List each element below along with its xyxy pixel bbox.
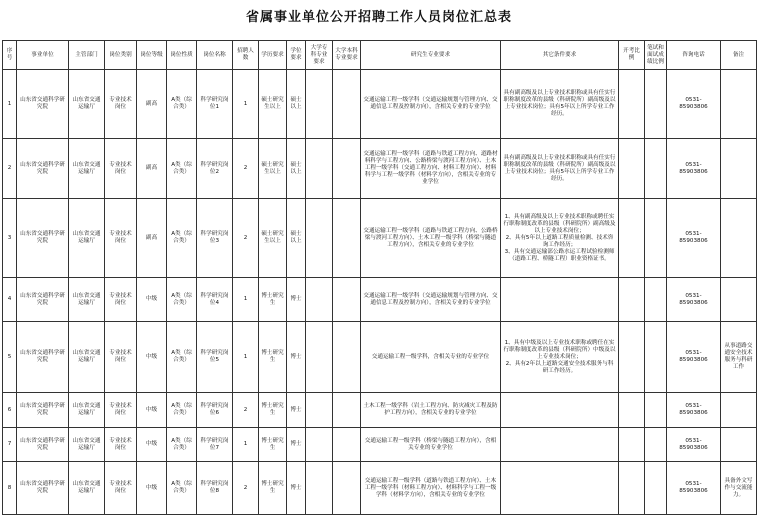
header-cell: 岗位类别 <box>105 41 137 70</box>
header-cell: 开考比例 <box>619 41 645 70</box>
header-cell: 学历要求 <box>259 41 287 70</box>
cell-serial: 1 <box>3 70 17 139</box>
cell-grade: 副高 <box>137 70 167 139</box>
header-cell: 招聘人数 <box>233 41 259 70</box>
header-cell: 研究生专业要求 <box>361 41 501 70</box>
cell-grad-major: 交通运输工程一级学科（桥梁与隧道工程方向），含相关专业的专业学位 <box>361 428 501 462</box>
cell-remark <box>721 139 757 199</box>
cell-remark <box>721 70 757 139</box>
header-cell: 序号 <box>3 41 17 70</box>
header-cell: 主管部门 <box>69 41 105 70</box>
cell-unit: 山东省交通科学研究院 <box>17 462 69 515</box>
cell-exam-ratio <box>645 139 667 199</box>
page-title: 省属事业单位公开招聘工作人员岗位汇总表 <box>245 10 512 25</box>
cell-exam-ratio <box>645 428 667 462</box>
cell-unit: 山东省交通科学研究院 <box>17 322 69 393</box>
cell-unit: 山东省交通科学研究院 <box>17 199 69 278</box>
cell-bachelor-major <box>333 70 361 139</box>
cell-position: 科学研究岗位8 <box>197 462 233 515</box>
cell-exam-ratio <box>645 462 667 515</box>
cell-grade: 中级 <box>137 322 167 393</box>
cell-remark <box>721 278 757 322</box>
cell-count: 1 <box>233 278 259 322</box>
cell-phone: 0531- 85903806 <box>667 393 721 428</box>
cell-category: 专业技术岗位 <box>105 278 137 322</box>
cell-remark <box>721 393 757 428</box>
cell-phone: 0531- 85903806 <box>667 199 721 278</box>
cell-college-major <box>306 428 333 462</box>
cell-remark <box>721 428 757 462</box>
cell-phone: 0531- 85903806 <box>667 70 721 139</box>
cell-position: 科学研究岗位7 <box>197 428 233 462</box>
cell-unit: 山东省交通科学研究院 <box>17 70 69 139</box>
cell-count: 2 <box>233 462 259 515</box>
cell-category: 专业技术岗位 <box>105 393 137 428</box>
cell-ratio <box>619 70 645 139</box>
cell-grad-major: 交通运输工程一级学科（交通运输规划与管理方向、交通信息工程及控制方向），含相关专业的专业学位 <box>361 278 501 322</box>
cell-bachelor-major <box>333 393 361 428</box>
cell-college-major <box>306 278 333 322</box>
cell-grade: 中级 <box>137 428 167 462</box>
cell-ratio <box>619 199 645 278</box>
cell-dept: 山东省交通运输厅 <box>69 199 105 278</box>
cell-unit: 山东省交通科学研究院 <box>17 139 69 199</box>
table-row <box>3 322 757 393</box>
cell-count: 2 <box>233 199 259 278</box>
cell-degree: 博士 <box>287 428 306 462</box>
cell-dept: 山东省交通运输厅 <box>69 139 105 199</box>
cell-position: 科学研究岗位4 <box>197 278 233 322</box>
cell-college-major <box>306 462 333 515</box>
table-row <box>3 139 757 199</box>
cell-nature: A类（综合类） <box>167 278 197 322</box>
cell-category: 专业技术岗位 <box>105 322 137 393</box>
cell-nature: A类（综合类） <box>167 462 197 515</box>
cell-phone: 0531- 85903806 <box>667 462 721 515</box>
cell-other <box>501 278 619 322</box>
cell-remark <box>721 199 757 278</box>
cell-college-major <box>306 199 333 278</box>
cell-grad-major: 交通运输工程一级学科（道路与铁道工程方向）、土木工程一级学科（材料工程方向）、材料科学与工程一级学科（材料学方向），含相关专业的专业学位 <box>361 462 501 515</box>
header-row <box>3 41 757 70</box>
cell-position: 科学研究岗位2 <box>197 139 233 199</box>
cell-education: 博士研究生 <box>259 428 287 462</box>
cell-bachelor-major <box>333 462 361 515</box>
cell-college-major <box>306 70 333 139</box>
header-cell: 岗位性质 <box>167 41 197 70</box>
cell-nature: A类（综合类） <box>167 393 197 428</box>
cell-degree: 硕士以上 <box>287 199 306 278</box>
table-row <box>3 462 757 515</box>
cell-exam-ratio <box>645 70 667 139</box>
cell-college-major <box>306 139 333 199</box>
cell-college-major <box>306 322 333 393</box>
cell-count: 1 <box>233 428 259 462</box>
cell-count: 1 <box>233 322 259 393</box>
cell-phone: 0531- 85903806 <box>667 278 721 322</box>
cell-phone: 0531- 85903806 <box>667 322 721 393</box>
header-cell: 大学本科专业要求 <box>333 41 361 70</box>
cell-education: 硕士研究生以上 <box>259 139 287 199</box>
cell-dept: 山东省交通运输厅 <box>69 428 105 462</box>
table-row <box>3 70 757 139</box>
cell-ratio <box>619 278 645 322</box>
cell-grad-major: 土木工程一级学科（岩土工程方向、防灾减灾工程及防护工程方向），含相关专业的专业学位 <box>361 393 501 428</box>
cell-college-major <box>306 393 333 428</box>
cell-education: 硕士研究生以上 <box>259 199 287 278</box>
cell-grad-major: 交通运输工程一级学科（交通运输规划与管理方向、交通信息工程及控制方向），含相关专业的专业学位 <box>361 70 501 139</box>
cell-serial: 8 <box>3 462 17 515</box>
cell-other: 具有副高级及以上专业技术职称或具有任实行职称制度改革的县级（科研院所）副高级及以上专业技术岗位；具有5年以上所学专业工作经历。 <box>501 70 619 139</box>
cell-dept: 山东省交通运输厅 <box>69 393 105 428</box>
cell-unit: 山东省交通科学研究院 <box>17 278 69 322</box>
cell-nature: A类（综合类） <box>167 322 197 393</box>
table-row <box>3 393 757 428</box>
cell-degree: 博士 <box>287 322 306 393</box>
cell-bachelor-major <box>333 199 361 278</box>
cell-serial: 4 <box>3 278 17 322</box>
cell-exam-ratio <box>645 393 667 428</box>
cell-ratio <box>619 322 645 393</box>
cell-bachelor-major <box>333 428 361 462</box>
cell-degree: 博士 <box>287 462 306 515</box>
cell-other: 1、具有中级及以上专业技术职称或聘任在实行职称制度改革的县级（科研院所）中级及以上专业技术岗位； 2、具有2年以上道路交通安全技术服务与科研工作经历。 <box>501 322 619 393</box>
cell-education: 硕士研究生以上 <box>259 70 287 139</box>
cell-phone: 0531- 85903806 <box>667 139 721 199</box>
table-row <box>3 199 757 278</box>
cell-other <box>501 393 619 428</box>
cell-grade: 中级 <box>137 462 167 515</box>
header-cell: 咨询电话 <box>667 41 721 70</box>
cell-count: 2 <box>233 139 259 199</box>
cell-nature: A类（综合类） <box>167 70 197 139</box>
cell-exam-ratio <box>645 199 667 278</box>
cell-dept: 山东省交通运输厅 <box>69 322 105 393</box>
cell-count: 1 <box>233 70 259 139</box>
positions-table <box>2 40 757 515</box>
cell-category: 专业技术岗位 <box>105 70 137 139</box>
cell-other: 具有副高级及以上专业技术职称或具有任实行职称制度改革的县级（科研院所）副高级及以上专业技术岗位；具有5年以上所学专业工作经历。 <box>501 139 619 199</box>
cell-grade: 副高 <box>137 199 167 278</box>
cell-grad-major: 交通运输工程一级学科，含相关专业的专业学位 <box>361 322 501 393</box>
header-cell: 学位要求 <box>287 41 306 70</box>
cell-ratio <box>619 139 645 199</box>
cell-nature: A类（综合类） <box>167 428 197 462</box>
cell-position: 科学研究岗位6 <box>197 393 233 428</box>
cell-other <box>501 428 619 462</box>
cell-education: 博士研究生 <box>259 393 287 428</box>
cell-category: 专业技术岗位 <box>105 199 137 278</box>
cell-serial: 5 <box>3 322 17 393</box>
cell-other <box>501 462 619 515</box>
cell-degree: 硕士以上 <box>287 139 306 199</box>
cell-education: 博士研究生 <box>259 278 287 322</box>
cell-unit: 山东省交通科学研究院 <box>17 428 69 462</box>
cell-serial: 2 <box>3 139 17 199</box>
cell-exam-ratio <box>645 278 667 322</box>
cell-exam-ratio <box>645 322 667 393</box>
header-cell: 岗位名称 <box>197 41 233 70</box>
cell-bachelor-major <box>333 278 361 322</box>
cell-grad-major: 交通运输工程一级学科（道路与铁道工程方向、公路桥梁与渡河工程方向）、土木工程一级学科（桥梁与隧道工程方向），含相关专业的专业学位 <box>361 199 501 278</box>
cell-serial: 6 <box>3 393 17 428</box>
header-cell: 大学专科专业要求 <box>306 41 333 70</box>
cell-dept: 山东省交通运输厅 <box>69 278 105 322</box>
cell-serial: 3 <box>3 199 17 278</box>
header-cell: 笔试和面试成绩比例 <box>645 41 667 70</box>
cell-category: 专业技术岗位 <box>105 139 137 199</box>
cell-ratio <box>619 428 645 462</box>
cell-degree: 博士 <box>287 278 306 322</box>
cell-phone: 0531- 85903806 <box>667 428 721 462</box>
cell-degree: 博士 <box>287 393 306 428</box>
cell-unit: 山东省交通科学研究院 <box>17 393 69 428</box>
cell-education: 博士研究生 <box>259 462 287 515</box>
cell-category: 专业技术岗位 <box>105 462 137 515</box>
cell-position: 科学研究岗位5 <box>197 322 233 393</box>
header-cell: 其它条件要求 <box>501 41 619 70</box>
cell-count: 2 <box>233 393 259 428</box>
cell-dept: 山东省交通运输厅 <box>69 70 105 139</box>
cell-dept: 山东省交通运输厅 <box>69 462 105 515</box>
cell-grad-major: 交通运输工程一级学科（道路与铁道工程方向、道路材料科学与工程方向、公路桥梁与渡河工程方向）、土木工程一级学科（交通工程方向、材料工程方向）、材料科学与工程一级学科（材料学方向），含相关专业的专业学位 <box>361 139 501 199</box>
cell-ratio <box>619 462 645 515</box>
header-cell: 备注 <box>721 41 757 70</box>
cell-remark: 从事道路交通安全技术服务与科研工作 <box>721 322 757 393</box>
cell-position: 科学研究岗位1 <box>197 70 233 139</box>
table-row <box>3 428 757 462</box>
cell-bachelor-major <box>333 139 361 199</box>
cell-category: 专业技术岗位 <box>105 428 137 462</box>
cell-other: 1、具有副高级及以上专业技术职称或聘任实行职称制度改革的县级（科研院所）副高级及以上专业技术岗位； 2、具有5年以上道路工程质量检测、技术咨询工作经历； 3、具有交通运输部公路水运工程试验检测师（道路工程、桥隧工程）职业资格证书。 <box>501 199 619 278</box>
cell-education: 博士研究生 <box>259 322 287 393</box>
cell-ratio <box>619 393 645 428</box>
cell-degree: 硕士以上 <box>287 70 306 139</box>
cell-serial: 7 <box>3 428 17 462</box>
cell-remark: 具备外文写作与交流能力。 <box>721 462 757 515</box>
cell-grade: 中级 <box>137 278 167 322</box>
table-row <box>3 278 757 322</box>
header-cell: 事业单位 <box>17 41 69 70</box>
cell-position: 科学研究岗位3 <box>197 199 233 278</box>
cell-nature: A类（综合类） <box>167 199 197 278</box>
cell-grade: 中级 <box>137 393 167 428</box>
cell-nature: A类（综合类） <box>167 139 197 199</box>
cell-grade: 副高 <box>137 139 167 199</box>
header-cell: 岗位等级 <box>137 41 167 70</box>
cell-bachelor-major <box>333 322 361 393</box>
